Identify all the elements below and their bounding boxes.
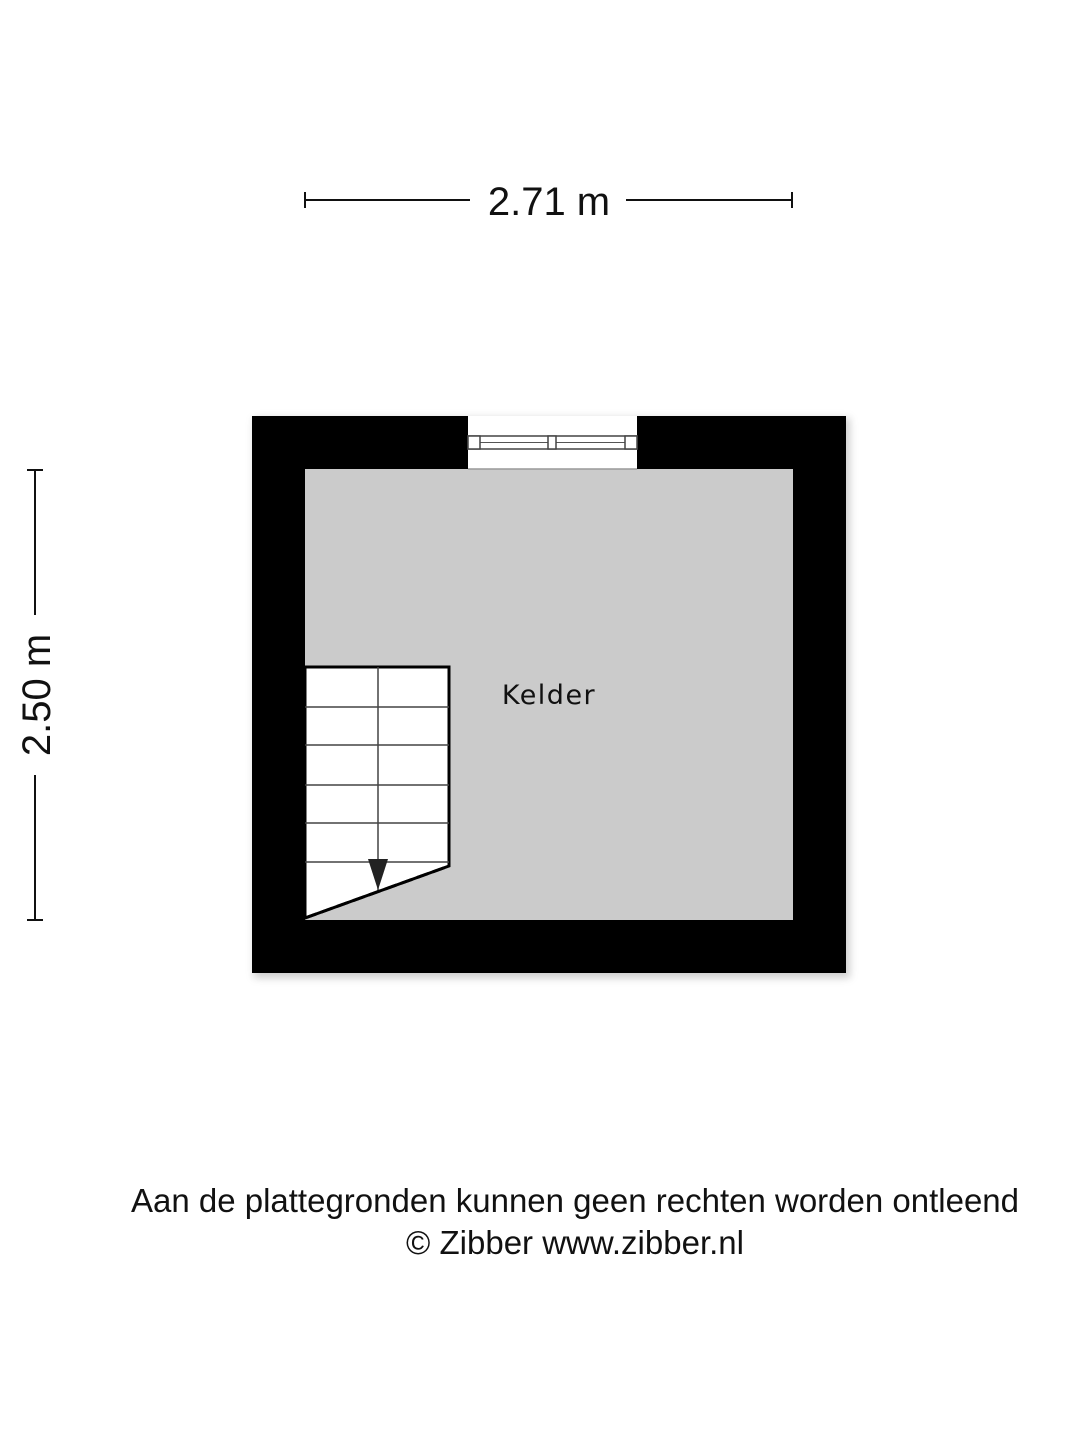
width-dimension xyxy=(305,180,792,224)
height-dimension xyxy=(15,470,59,920)
width-label: 2.71 m xyxy=(487,180,611,224)
room-label: Kelder xyxy=(501,680,597,711)
copyright-text: © Zibber www.zibber.nl xyxy=(406,1224,744,1261)
height-label: 2.50 m xyxy=(15,633,59,757)
disclaimer-text: Aan de plattegronden kunnen geen rechten worden ontleend xyxy=(130,1182,1020,1219)
window xyxy=(468,416,637,469)
